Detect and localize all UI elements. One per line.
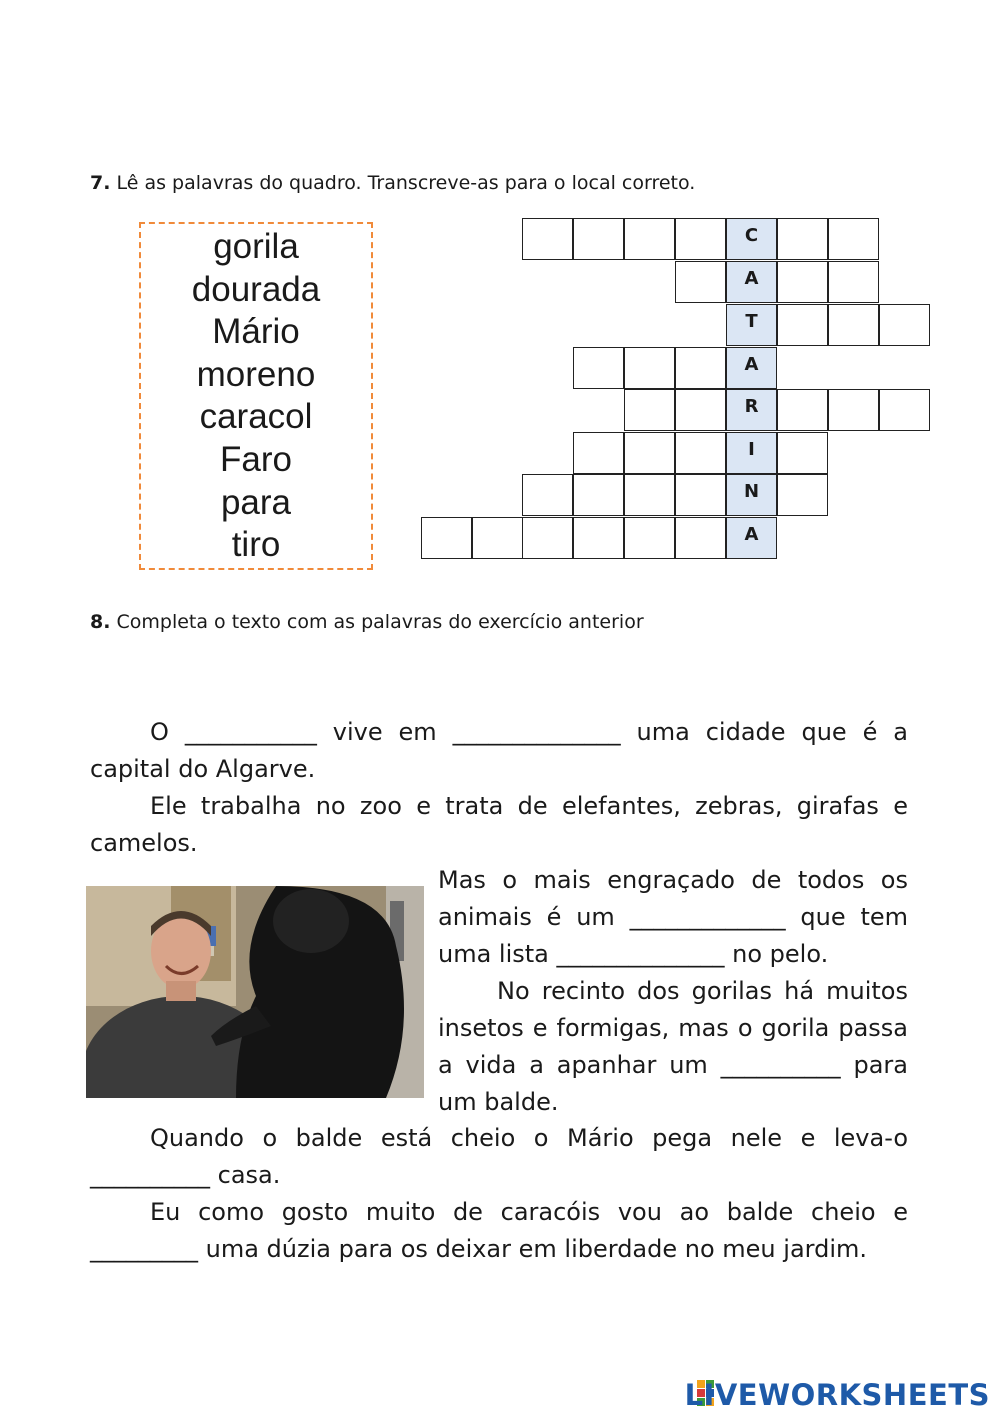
word-box: [139, 222, 373, 570]
crossword-key-cell: [726, 218, 777, 260]
crossword-key-letter: A: [744, 524, 759, 545]
brand-name: LIVEWORKSHEETS: [684, 1378, 990, 1412]
word-box-item: dourada: [191, 270, 321, 309]
word-box-item: caracol: [199, 397, 313, 436]
crossword-key-cell: [726, 261, 777, 303]
crossword-key-letter: I: [748, 439, 755, 460]
word-box-item: Mário: [212, 312, 300, 351]
question-8-number: 8.: [90, 611, 111, 633]
crossword-cell[interactable]: [573, 432, 624, 474]
crossword-cell[interactable]: [828, 218, 879, 260]
crossword-key-letter: R: [744, 396, 759, 417]
crossword-cell[interactable]: [777, 218, 828, 260]
text-line: capital do Algarve.: [90, 755, 316, 783]
crossword-cell[interactable]: [421, 517, 472, 559]
crossword-cell[interactable]: [879, 389, 930, 431]
crossword-cell[interactable]: [522, 218, 573, 260]
text-line: Mas o mais engraçado de todos os: [438, 866, 908, 894]
crossword-cell[interactable]: [777, 432, 828, 474]
crossword-cell[interactable]: [777, 304, 828, 346]
text-line: _________ uma dúzia para os deixar em liberdade no meu jardim.: [90, 1235, 867, 1263]
crossword-cell[interactable]: [624, 389, 675, 431]
text-line: Ele trabalha no zoo e trata de elefantes, zebras, girafas e: [150, 792, 908, 820]
crossword-key-cell: [726, 304, 777, 346]
crossword-cell[interactable]: [777, 261, 828, 303]
crossword-key-cell: [726, 517, 777, 559]
crossword-cell[interactable]: [675, 261, 726, 303]
text-line: uma lista ______________ no pelo.: [438, 940, 829, 968]
text-line: animais é um _____________ que tem: [438, 903, 908, 931]
crossword-cell[interactable]: [777, 474, 828, 516]
crossword-cell[interactable]: [472, 517, 523, 559]
question-8-title: [90, 611, 644, 633]
crossword-key-letter: A: [744, 354, 759, 375]
crossword-key-cell: [726, 432, 777, 474]
crossword-cell[interactable]: [675, 432, 726, 474]
question-7-title: [90, 172, 695, 194]
question-8-text: Completa o texto com as palavras do exercício anterior: [116, 611, 644, 633]
text-line: __________ casa.: [90, 1161, 281, 1189]
crossword-cell[interactable]: [675, 517, 726, 559]
crossword-cell[interactable]: [624, 347, 675, 389]
crossword-cell[interactable]: [573, 517, 624, 559]
crossword-key-cell: [726, 389, 777, 431]
text-line: O ___________ vive em ______________ uma cidade que é a: [150, 718, 908, 746]
text-line: insetos e formigas, mas o gorila passa: [438, 1014, 908, 1042]
crossword-key-letter: T: [745, 311, 758, 332]
text-line: Quando o balde está cheio o Mário pega nele e leva-o: [150, 1124, 908, 1152]
crossword-cell[interactable]: [624, 517, 675, 559]
crossword-cell[interactable]: [573, 218, 624, 260]
text-line: camelos.: [90, 829, 198, 857]
crossword-cell[interactable]: [675, 347, 726, 389]
crossword-key-letter: C: [744, 225, 759, 246]
word-box-item: Faro: [220, 440, 292, 479]
text-line: um balde.: [438, 1088, 559, 1116]
crossword-cell[interactable]: [624, 218, 675, 260]
crossword-cell[interactable]: [573, 347, 624, 389]
word-box-item: tiro: [231, 525, 281, 564]
crossword-cell[interactable]: [828, 304, 879, 346]
crossword-cell[interactable]: [777, 389, 828, 431]
text-line: Eu como gosto muito de caracóis vou ao balde cheio e: [150, 1198, 908, 1226]
crossword-key-letter: A: [744, 268, 759, 289]
gorilla-photo: [86, 886, 424, 1098]
word-box-item: moreno: [196, 355, 316, 394]
crossword-cell[interactable]: [879, 304, 930, 346]
crossword-cell[interactable]: [675, 389, 726, 431]
question-7-number: 7.: [90, 172, 111, 194]
crossword-cell[interactable]: [624, 432, 675, 474]
crossword-cell[interactable]: [522, 474, 573, 516]
text-line: a vida a apanhar um __________ para: [438, 1051, 908, 1079]
word-box-item: gorila: [213, 227, 299, 266]
crossword-key-letter: N: [743, 481, 760, 502]
text-line: No recinto dos gorilas há muitos: [497, 977, 908, 1005]
crossword-cell[interactable]: [573, 474, 624, 516]
question-7-text: Lê as palavras do quadro. Transcreve-as para o local correto.: [116, 172, 696, 194]
crossword-cell[interactable]: [624, 474, 675, 516]
crossword-cell[interactable]: [522, 517, 573, 559]
crossword-cell[interactable]: [675, 218, 726, 260]
word-box-item: para: [220, 483, 292, 522]
crossword-key-cell: [726, 474, 777, 516]
crossword-cell[interactable]: [828, 389, 879, 431]
crossword-key-cell: [726, 347, 777, 389]
crossword-cell[interactable]: [828, 261, 879, 303]
crossword-cell[interactable]: [675, 474, 726, 516]
